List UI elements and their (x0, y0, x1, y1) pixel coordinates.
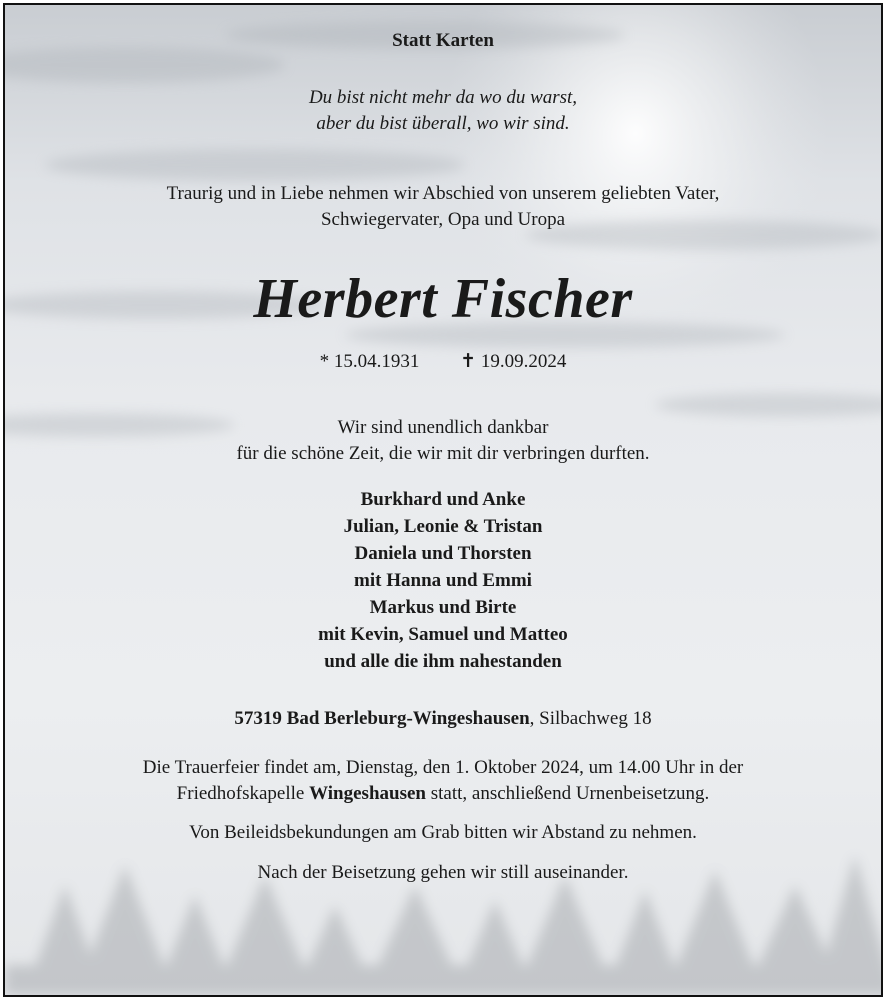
family-line: Julian, Leonie & Tristan (343, 516, 543, 537)
family-line: Burkhard und Anke (360, 489, 526, 510)
deceased-name: Herbert Fischer (253, 268, 633, 330)
address-street: , Silbachweg 18 (529, 708, 652, 729)
header-statt-karten: Statt Karten (392, 30, 494, 51)
intro-line-1: Traurig und in Liebe nehmen wir Abschied von unserem geliebten Vater, (166, 183, 720, 204)
service-line-2 (5, 781, 881, 807)
family-line: mit Hanna und Emmi (354, 570, 532, 591)
birth-date: * 15.04.1931 (319, 351, 420, 372)
closing-note: Nach der Beisetzung gehen wir still auseinander. (257, 862, 629, 883)
gratitude-line-1: Wir sind unendlich dankbar (337, 417, 549, 438)
death-date: ✝ 19.09.2024 (460, 351, 567, 372)
family-line: mit Kevin, Samuel und Matteo (318, 624, 568, 645)
poem-line-1: Du bist nicht mehr da wo du warst, (308, 87, 578, 108)
service-line-1: Die Trauerfeier findet am, Dienstag, den 1. Oktober 2024, um 14.00 Uhr in der (142, 757, 744, 778)
life-dates (5, 349, 881, 375)
family-line: und alle die ihm nahestanden (324, 651, 562, 672)
service-line-2-post: statt, anschließend Urnenbeisetzung. (425, 783, 710, 804)
family-line: Daniela und Thorsten (354, 543, 532, 564)
service-location: Wingeshausen (309, 783, 426, 804)
poem-line-2: aber du bist überall, wo wir sind. (316, 113, 570, 134)
service-line-2-pre: Friedhofskapelle (176, 783, 310, 804)
address-city: 57319 Bad Berleburg-Wingeshausen (234, 708, 530, 729)
condolence-note: Von Beileidsbekundungen am Grab bitten wir Abstand zu nehmen. (189, 822, 697, 843)
gratitude-line-2: für die schöne Zeit, die wir mit dir verbringen durften. (236, 443, 650, 464)
family-line: Markus und Birte (369, 597, 517, 618)
intro-line-2: Schwiegervater, Opa und Uropa (320, 209, 566, 230)
address (5, 706, 881, 732)
obituary-notice (3, 3, 883, 997)
